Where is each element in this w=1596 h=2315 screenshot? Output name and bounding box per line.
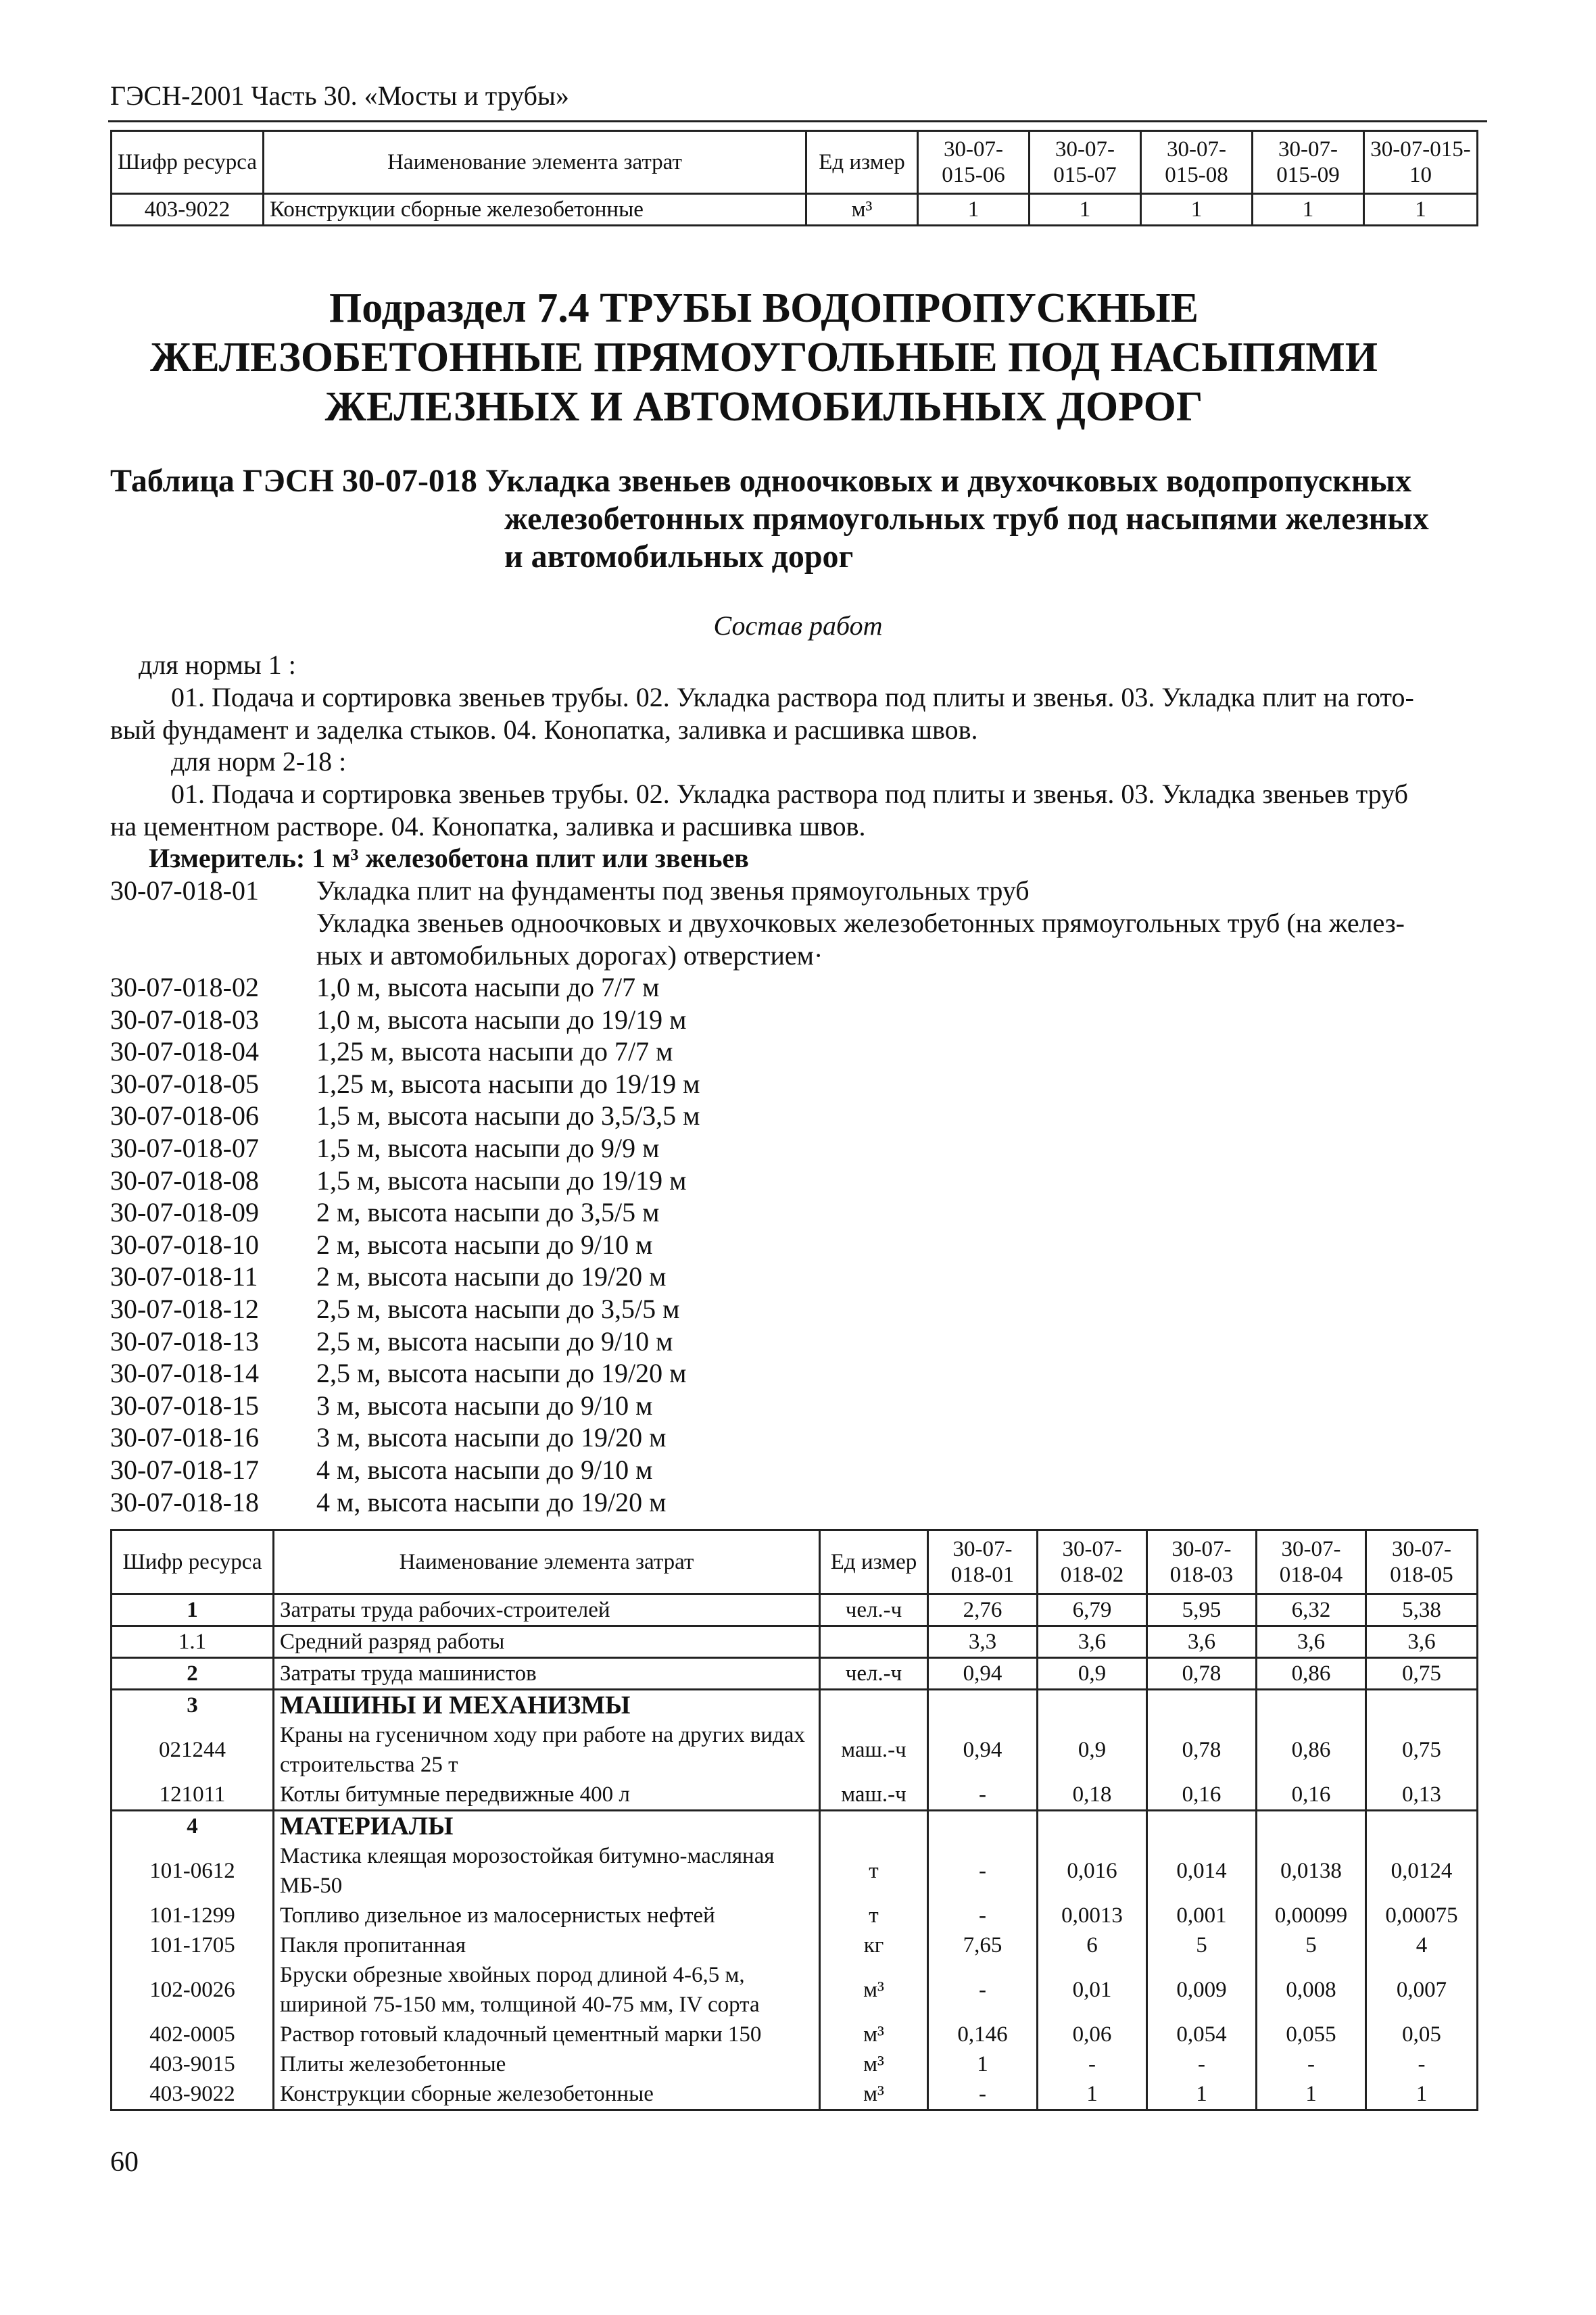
value-cell: 0,9	[1038, 1658, 1147, 1690]
norm-text: 4 м, высота насыпи до 9/10 м	[316, 1455, 653, 1485]
norm-row	[110, 1196, 659, 1228]
table-row	[112, 1811, 1478, 1842]
column-header: 30-07-018-04	[1257, 1530, 1366, 1594]
resource-code-cell: 402-0005	[112, 2020, 274, 2049]
table-cell: 1	[1030, 194, 1141, 226]
value-cell: -	[928, 1841, 1038, 1901]
value-cell: 0,054	[1147, 2020, 1257, 2049]
norm-row	[110, 1357, 686, 1389]
unit-cell	[820, 1811, 928, 1842]
unit-cell: маш.-ч	[820, 1720, 928, 1780]
table-cell: 403-9022	[112, 194, 264, 226]
value-cell: 7,65	[928, 1930, 1038, 1960]
norm-code: 30-07-018-08	[110, 1165, 259, 1196]
resource-code-cell: 101-1299	[112, 1901, 274, 1930]
value-cell	[1038, 1690, 1147, 1721]
table-body	[112, 1594, 1478, 2110]
norm1-label: для нормы 1 :	[139, 650, 296, 680]
value-cell: 0,146	[928, 2020, 1038, 2049]
value-cell: 0,13	[1366, 1780, 1478, 1811]
resource-table-015	[110, 130, 1478, 226]
value-cell: 0,94	[928, 1658, 1038, 1690]
resource-name-cell: Конструкции сборные железобетонные	[274, 2079, 820, 2110]
resource-name-cell: Затраты труда рабочих-строителей	[274, 1594, 820, 1626]
value-cell: 0,008	[1257, 1960, 1366, 2020]
value-cell: 0,055	[1257, 2020, 1366, 2049]
resource-code-cell: 121011	[112, 1780, 274, 1811]
norm-row	[110, 875, 1030, 906]
value-cell: -	[928, 1901, 1038, 1930]
column-header: 30-07-015-09	[1253, 131, 1364, 194]
value-cell: 5	[1257, 1930, 1366, 1960]
resource-name-cell: Краны на гусеничном ходу при работе на других видах строительства 25 т	[274, 1720, 820, 1780]
resource-name-cell: Затраты труда машинистов	[274, 1658, 820, 1690]
unit-cell: чел.-ч	[820, 1594, 928, 1626]
table-row	[112, 2049, 1478, 2079]
table-row	[112, 2020, 1478, 2049]
value-cell: 0,016	[1038, 1841, 1147, 1901]
norm-row	[110, 1004, 686, 1035]
norm-text: 1,25 м, высота насыпи до 19/19 м	[316, 1068, 700, 1099]
column-header: 30-07-015-08	[1141, 131, 1253, 194]
column-header: Шифр ресурса	[112, 1530, 274, 1594]
value-cell: 5,38	[1366, 1594, 1478, 1626]
norm-row	[110, 971, 659, 1003]
value-cell: 1	[1257, 2079, 1366, 2110]
norm-text: 2 м, высота насыпи до 19/20 м	[316, 1261, 667, 1292]
table-row	[112, 1658, 1478, 1690]
norm-row	[110, 1325, 673, 1357]
resource-code-cell: 403-9022	[112, 2079, 274, 2110]
norm-code: 30-07-018-15	[110, 1390, 259, 1421]
table-title-line: и автомобильных дорог	[504, 539, 854, 575]
value-cell: 3,6	[1366, 1626, 1478, 1658]
resource-code-cell: 1	[112, 1594, 274, 1626]
table-row	[112, 1841, 1478, 1901]
resource-code-cell: 3	[112, 1690, 274, 1721]
resource-code-cell: 101-1705	[112, 1930, 274, 1960]
table-row	[112, 1594, 1478, 1626]
resource-code-cell: 403-9015	[112, 2049, 274, 2079]
value-cell: -	[1147, 2049, 1257, 2079]
value-cell	[1366, 1811, 1478, 1842]
norm-row	[110, 1100, 700, 1131]
value-cell	[1257, 1690, 1366, 1721]
value-cell: 6,79	[1038, 1594, 1147, 1626]
unit-cell: т	[820, 1901, 928, 1930]
table-row	[112, 194, 1478, 226]
resource-code-cell: 4	[112, 1811, 274, 1842]
table-header-row	[112, 1530, 1478, 1594]
value-cell: 0,00075	[1366, 1901, 1478, 1930]
value-cell: 1	[928, 2049, 1038, 2079]
value-cell: 0,86	[1257, 1658, 1366, 1690]
resource-name-cell: Средний разряд работы	[274, 1626, 820, 1658]
table-row	[112, 1930, 1478, 1960]
running-header: ГЭСН-2001 Часть 30. «Мосты и трубы»	[110, 80, 569, 111]
resource-code-cell: 1.1	[112, 1626, 274, 1658]
norm-text: 1,0 м, высота насыпи до 19/19 м	[316, 1004, 687, 1035]
table-row	[112, 1626, 1478, 1658]
resource-name-cell: Котлы битумные передвижные 400 л	[274, 1780, 820, 1811]
norm2-label: для норм 2-18 :	[171, 746, 347, 777]
unit-cell	[820, 1626, 928, 1658]
value-cell	[1038, 1811, 1147, 1842]
resource-table-018	[110, 1529, 1478, 2111]
norm-row	[110, 1229, 652, 1261]
norm-text: 1,0 м, высота насыпи до 7/7 м	[316, 972, 660, 1002]
value-cell: 0,75	[1366, 1658, 1478, 1690]
norm-code: 30-07-018-10	[110, 1229, 259, 1260]
norm-code: 30-07-018-04	[110, 1036, 259, 1067]
value-cell: 0,06	[1038, 2020, 1147, 2049]
value-cell: 1	[1038, 2079, 1147, 2110]
norm-row	[110, 1486, 666, 1518]
resource-name-cell: Топливо дизельное из малосернистых нефтей	[274, 1901, 820, 1930]
norm-code: 30-07-018-02	[110, 972, 259, 1002]
norm-code: 30-07-018-14	[110, 1358, 259, 1389]
value-cell: 5,95	[1147, 1594, 1257, 1626]
norm-row	[110, 1165, 686, 1196]
norm-group-text-line: Укладка звеньев одноочковых и двухочковых железобетонных прямоугольных труб (на желез-	[316, 908, 1405, 938]
value-cell	[1366, 1690, 1478, 1721]
norm-text: 3 м, высота насыпи до 9/10 м	[316, 1390, 653, 1421]
resource-name-cell: Раствор готовый кладочный цементный марки 150	[274, 2020, 820, 2049]
value-cell: 0,00099	[1257, 1901, 1366, 1930]
value-cell: 0,78	[1147, 1720, 1257, 1780]
norm-code: 30-07-018-01	[110, 875, 259, 906]
table-title-line: Таблица ГЭСН 30-07-018 Укладка звеньев одноочковых и двухочковых водопропускных	[110, 463, 1411, 499]
table-cell: м³	[806, 194, 918, 226]
value-cell: 0,16	[1147, 1780, 1257, 1811]
value-cell: 0,05	[1366, 2020, 1478, 2049]
norm2-text-line: 01. Подача и сортировка звеньев трубы. 02. Укладка раствора под плиты и звенья. 03. Укладка звеньев труб	[171, 779, 1409, 809]
value-cell: 0,0124	[1366, 1841, 1478, 1901]
norm-code: 30-07-018-12	[110, 1294, 259, 1324]
value-cell: -	[1038, 2049, 1147, 2079]
resource-code-cell: 102-0026	[112, 1960, 274, 2020]
norm-code: 30-07-018-05	[110, 1068, 259, 1099]
value-cell: 0,001	[1147, 1901, 1257, 1930]
value-cell: 3,3	[928, 1626, 1038, 1658]
value-cell: 1	[1366, 2079, 1478, 2110]
value-cell: 3,6	[1147, 1626, 1257, 1658]
table-row	[112, 1720, 1478, 1780]
value-cell: -	[928, 1960, 1038, 2020]
value-cell: 0,01	[1038, 1960, 1147, 2020]
value-cell	[1147, 1690, 1257, 1721]
column-header: 30-07-015-07	[1030, 131, 1141, 194]
table-title	[110, 462, 1503, 576]
norm-text: 1,5 м, высота насыпи до 9/9 м	[316, 1133, 660, 1163]
value-cell: -	[1366, 2049, 1478, 2079]
table-row	[112, 1690, 1478, 1721]
value-cell: 2,76	[928, 1594, 1038, 1626]
column-header: 30-07-015-10	[1364, 131, 1478, 194]
value-cell: 0,009	[1147, 1960, 1257, 2020]
value-cell: -	[928, 2079, 1038, 2110]
value-cell: 4	[1366, 1930, 1478, 1960]
norm-text: 2,5 м, высота насыпи до 19/20 м	[316, 1358, 687, 1389]
norm-text: 2 м, высота насыпи до 3,5/5 м	[316, 1197, 660, 1228]
value-cell: 0,86	[1257, 1720, 1366, 1780]
table-row	[112, 1780, 1478, 1811]
column-header: Наименование элемента затрат	[274, 1530, 820, 1594]
value-cell: 0,007	[1366, 1960, 1478, 2020]
norm-code: 30-07-018-03	[110, 1004, 259, 1035]
table-cell: Конструкции сборные железобетонные	[264, 194, 806, 226]
value-cell: 0,94	[928, 1720, 1038, 1780]
value-cell: 3,6	[1038, 1626, 1147, 1658]
table-row	[112, 1960, 1478, 2020]
unit-cell	[820, 1690, 928, 1721]
norm-text: Укладка плит на фундаменты под звенья прямоугольных труб	[316, 875, 1030, 906]
norm-code: 30-07-018-18	[110, 1486, 259, 1517]
value-cell: 6	[1038, 1930, 1147, 1960]
norm2-text-line: на цементном растворе. 04. Конопатка, заливка и расшивка швов.	[110, 811, 866, 842]
unit-cell: м³	[820, 2020, 928, 2049]
column-header: 30-07-018-02	[1038, 1530, 1147, 1594]
norm-code: 30-07-018-06	[110, 1100, 259, 1131]
table-row	[112, 2079, 1478, 2110]
norm1-text-line: 01. Подача и сортировка звеньев трубы. 02. Укладка раствора под плиты и звенья. 03. Укладка плит на гото-	[171, 682, 1414, 712]
unit-cell: м³	[820, 2079, 928, 2110]
value-cell	[928, 1690, 1038, 1721]
norm-text: 2,5 м, высота насыпи до 3,5/5 м	[316, 1294, 680, 1324]
norm-text: 4 м, высота насыпи до 19/20 м	[316, 1486, 667, 1517]
resource-code-cell: 021244	[112, 1720, 274, 1780]
unit-cell: м³	[820, 1960, 928, 2020]
value-cell: 1	[1147, 2079, 1257, 2110]
unit-cell: т	[820, 1841, 928, 1901]
resource-code-cell: 2	[112, 1658, 274, 1690]
column-header: 30-07-018-05	[1366, 1530, 1478, 1594]
table-row	[112, 1901, 1478, 1930]
value-cell: 0,75	[1366, 1720, 1478, 1780]
norm-row	[110, 1421, 666, 1453]
table-cell: 1	[1253, 194, 1364, 226]
table-cell: 1	[1141, 194, 1253, 226]
value-cell: 6,32	[1257, 1594, 1366, 1626]
norm-group-text-line: ных и автомобильных дорогах) отверстием·	[316, 940, 823, 971]
table-cell: 1	[1364, 194, 1478, 226]
column-header: 30-07-018-03	[1147, 1530, 1257, 1594]
norm-row	[110, 1293, 679, 1325]
resource-code-cell: 101-0612	[112, 1841, 274, 1901]
norm-text: 2,5 м, высота насыпи до 9/10 м	[316, 1325, 673, 1357]
resource-name-cell: Бруски обрезные хвойных пород длиной 4-6,5 м, шириной 75-150 мм, толщиной 40-75 мм, IV сорта	[274, 1960, 820, 2020]
value-cell	[928, 1811, 1038, 1842]
norm-row	[110, 1068, 700, 1100]
column-header: Шифр ресурса	[112, 131, 264, 194]
norm-code: 30-07-018-17	[110, 1455, 259, 1485]
value-cell: 0,0013	[1038, 1901, 1147, 1930]
column-header: 30-07-018-01	[928, 1530, 1038, 1594]
unit-cell: м³	[820, 2049, 928, 2079]
norm-row	[110, 1454, 652, 1486]
norm-text: 1,5 м, высота насыпи до 3,5/3,5 м	[316, 1100, 700, 1131]
section-title: Подраздел 7.4 ТРУБЫ ВОДОПРОПУСКНЫЕ ЖЕЛЕЗОБЕТОННЫЕ ПРЯМОУГОЛЬНЫЕ ПОД НАСЫПЯМИ ЖЕЛЕЗНЫХ И АВТОМОБИЛЬНЫХ ДОРОГ	[150, 285, 1378, 430]
norm1-text-line: вый фундамент и заделка стыков. 04. Конопатка, заливка и расшивка швов.	[110, 714, 978, 745]
value-cell	[1257, 1811, 1366, 1842]
header-rule	[108, 120, 1487, 122]
value-cell: -	[1257, 2049, 1366, 2079]
resource-name-cell: Плиты железобетонные	[274, 2049, 820, 2079]
norm-row	[110, 1132, 659, 1164]
value-cell: 5	[1147, 1930, 1257, 1960]
page-number: 60	[110, 2147, 139, 2178]
resource-name-cell: МАТЕРИАЛЫ	[274, 1811, 820, 1842]
value-cell: 0,9	[1038, 1720, 1147, 1780]
resource-name-cell: Пакля пропитанная	[274, 1930, 820, 1960]
norm-text: 3 м, высота насыпи до 19/20 м	[316, 1422, 667, 1453]
composition-heading: Состав работ	[713, 610, 883, 641]
norm-row	[110, 1261, 666, 1292]
unit-cell: маш.-ч	[820, 1780, 928, 1811]
table-cell: 1	[918, 194, 1030, 226]
value-cell: 0,78	[1147, 1658, 1257, 1690]
table-header-row	[112, 131, 1478, 194]
value-cell	[1147, 1811, 1257, 1842]
table-title-line: железобетонных прямоугольных труб под насыпями железных	[504, 501, 1429, 537]
norm-text: 1,25 м, высота насыпи до 7/7 м	[316, 1036, 673, 1067]
norm-code: 30-07-018-16	[110, 1422, 259, 1453]
norm-code: 30-07-018-11	[110, 1261, 258, 1292]
unit-cell: кг	[820, 1930, 928, 1960]
column-header: Наименование элемента затрат	[264, 131, 806, 194]
value-cell: 0,014	[1147, 1841, 1257, 1901]
column-header: Ед измер	[806, 131, 918, 194]
norm-code: 30-07-018-07	[110, 1133, 259, 1163]
norm-row	[110, 1035, 673, 1067]
column-header: 30-07-015-06	[918, 131, 1030, 194]
value-cell: -	[928, 1780, 1038, 1811]
value-cell: 0,16	[1257, 1780, 1366, 1811]
norm-row	[110, 1390, 652, 1421]
column-header: Ед измер	[820, 1530, 928, 1594]
value-cell: 3,6	[1257, 1626, 1366, 1658]
value-cell: 0,18	[1038, 1780, 1147, 1811]
norm-text: 1,5 м, высота насыпи до 19/19 м	[316, 1165, 687, 1196]
value-cell: 0,0138	[1257, 1841, 1366, 1901]
norm-code: 30-07-018-09	[110, 1197, 259, 1228]
resource-name-cell: Мастика клеящая морозостойкая битумно-масляная МБ-50	[274, 1841, 820, 1901]
norm-text: 2 м, высота насыпи до 9/10 м	[316, 1229, 653, 1260]
norm-code: 30-07-018-13	[110, 1325, 259, 1357]
unit-cell: чел.-ч	[820, 1658, 928, 1690]
meter-line: Измеритель: 1 м³ железобетона плит или звеньев	[149, 843, 749, 873]
resource-name-cell: МАШИНЫ И МЕХАНИЗМЫ	[274, 1690, 820, 1721]
